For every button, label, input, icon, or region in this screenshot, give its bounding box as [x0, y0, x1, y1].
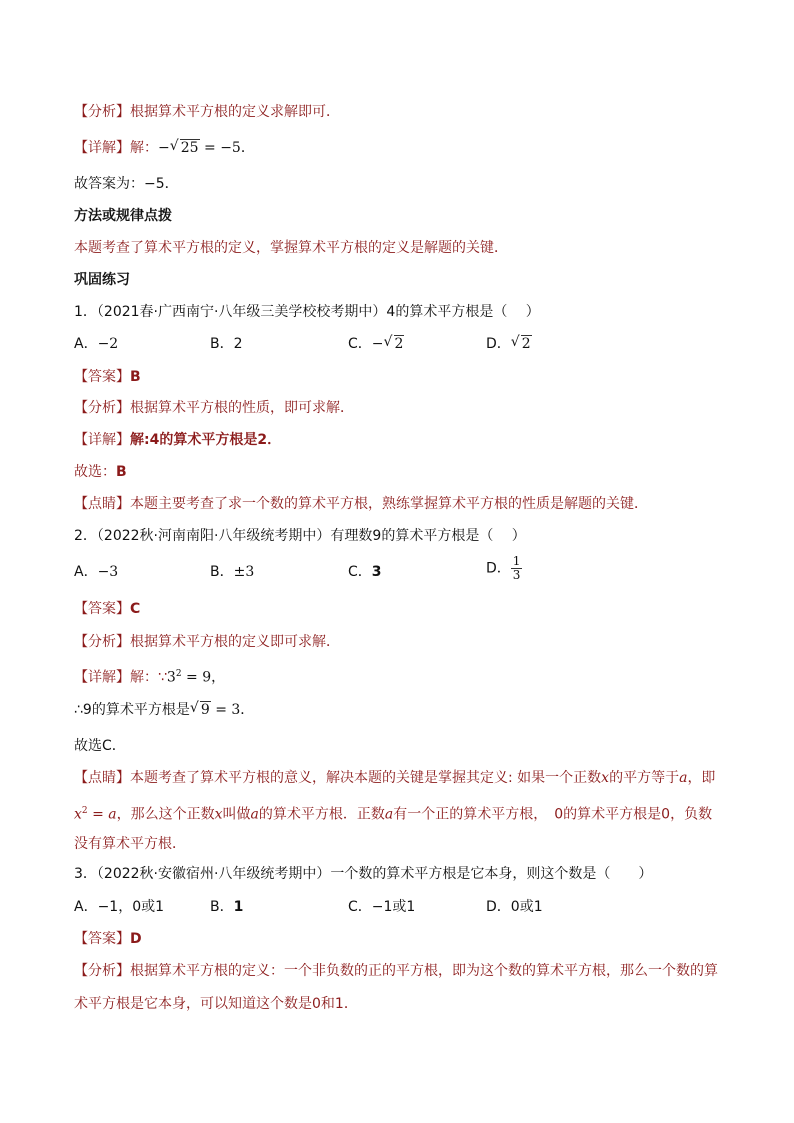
q2-option-d: D． $\frac{1}{3}$ — [486, 554, 521, 582]
q2-comment-line3: 没有算术平方根． — [74, 836, 186, 852]
q3-option-d: D．0或1 — [486, 899, 543, 915]
q3-stem: 3．（2022秋·安徽宿州·八年级统考期中）一个数的算术平方根是它本身，则这个数是（ ） — [74, 866, 653, 882]
q1-option-a: A．−2 — [74, 336, 119, 352]
intro-detail: 【详解】解：− √ 25 = −5． — [74, 138, 255, 156]
q1-option-c: C．− √ 2 — [348, 334, 404, 352]
q2-answer: 【答案】C — [74, 601, 141, 617]
q1-option-b: B．2 — [210, 336, 243, 352]
q2-choose: 故选C． — [74, 738, 126, 754]
q3-answer: 【答案】D — [74, 931, 142, 947]
q3-option-b: B．1 — [210, 899, 244, 915]
sqrt-symbol: √ 2 — [510, 334, 531, 352]
q2-option-b: B．±3 — [210, 564, 255, 580]
sqrt-symbol: √ 25 — [169, 138, 199, 156]
q1-stem: 1．（2021春·广西南宁·八年级三美学校校考期中）4的算术平方根是（ ） — [74, 304, 540, 320]
q1-comment: 【点睛】本题主要考查了求一个数的算术平方根，熟练掌握算术平方根的性质是解题的关键． — [74, 496, 648, 512]
q2-comment-line1: 【点睛】本题考查了算术平方根的意义，解决本题的关键是掌握其定义: 如果一个正数x的平方等于a，即 — [74, 770, 716, 786]
q3-analysis-line1: 【分析】根据算术平方根的定义：一个非负数的正的平方根，即为这个数的算术平方根，那么一个数的算 — [74, 963, 718, 979]
q2-therefore: ∴9的算术平方根是 √ 9 = 3． — [74, 700, 255, 718]
q3-option-a: A．−1，0或1 — [74, 899, 165, 915]
q2-option-a: A．−3 — [74, 564, 119, 580]
q2-stem: 2．（2022秋·河南南阳·八年级统考期中）有理数9的算术平方根是（ ） — [74, 528, 526, 544]
q1-analysis: 【分析】根据算术平方根的性质，即可求解． — [74, 400, 354, 416]
q1-choose: 故选：B — [74, 464, 127, 480]
practice-heading: 巩固练习 — [74, 272, 130, 288]
intro-analysis: 【分析】根据算术平方根的定义求解即可． — [74, 104, 340, 120]
q3-analysis-line2: 术平方根是它本身，可以知道这个数是0和1． — [74, 996, 358, 1012]
intro-answer: 故答案为：−5． — [74, 176, 179, 192]
fraction: $\frac{1}{3}$ — [512, 554, 521, 582]
q3-option-c: C．−1或1 — [348, 899, 416, 915]
q1-detail: 【详解】解:4的算术平方根是2． — [74, 432, 282, 448]
method-text: 本题考查了算术平方根的定义，掌握算术平方根的定义是解题的关键． — [74, 240, 508, 256]
q2-detail: 【详解】解：$\because 3^2 = 9$， — [74, 669, 226, 686]
q2-option-c: C．3 — [348, 564, 382, 580]
q1-option-d: D． √ 2 — [486, 334, 531, 352]
sqrt-symbol: √ 9 — [189, 700, 210, 718]
q2-analysis: 【分析】根据算术平方根的定义即可求解． — [74, 634, 340, 650]
q1-answer: 【答案】B — [74, 369, 141, 385]
q2-comment-line2: $x^2 = a$，那么这个正数x叫做a的算术平方根．正数a有一个正的算术平方根， 0的算术平方根是0，负数 — [74, 806, 713, 823]
sqrt-symbol: √ 2 — [383, 334, 404, 352]
method-heading: 方法或规律点拨 — [74, 208, 172, 224]
